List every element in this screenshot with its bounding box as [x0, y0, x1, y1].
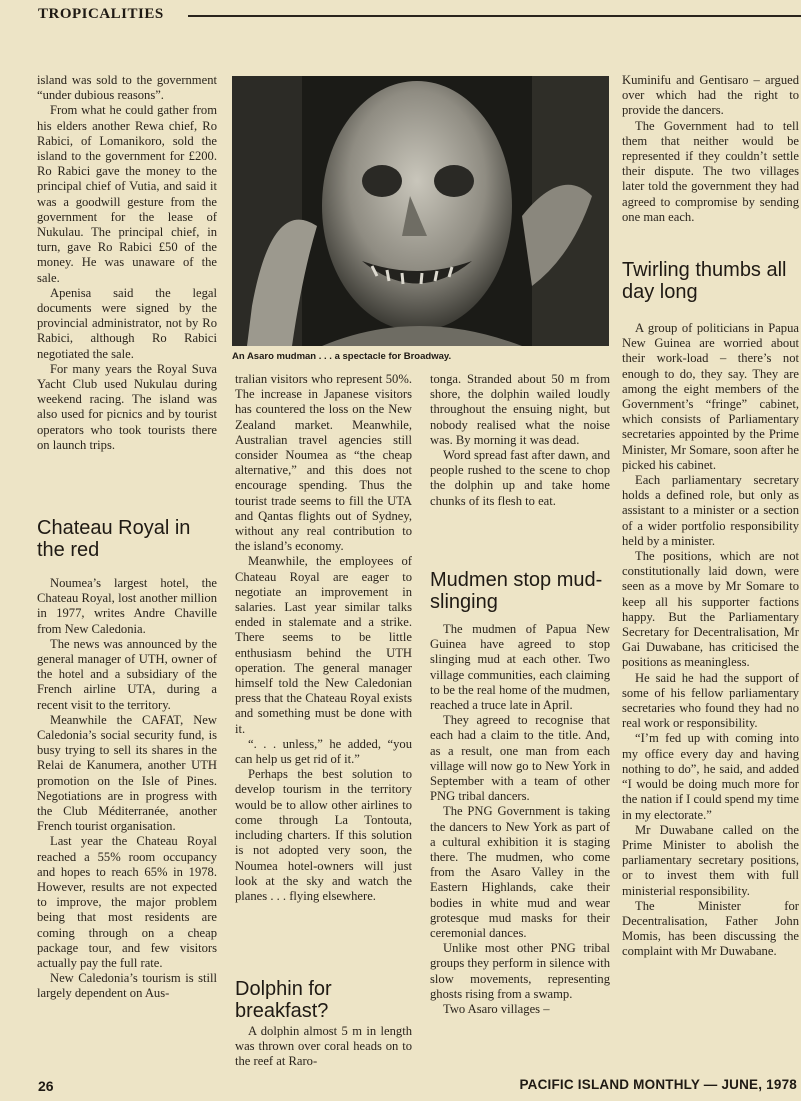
paragraph: Each parliamentary secretary holds a defined role, but only as assistant to a minister or a section of a wider portfolio responsibility held by a minister. [622, 473, 799, 548]
magazine-footer: PACIFIC ISLAND MONTHLY — JUNE, 1978 [519, 1077, 797, 1092]
photo-caption: An Asaro mudman . . . a spectacle for Broadway. [232, 351, 452, 362]
column-4-top [622, 73, 799, 225]
paragraph: Meanwhile the CAFAT, New Caledonia’s social security fund, is busy trying to sell its shares in the Relai de Kanumera, another UTH promotion on the Isle of Pines. Negotiations are in progress with the Club Méditerranée, another French tourist organisation. [37, 712, 217, 834]
paragraph: Noumea’s largest hotel, the Chateau Royal, lost another million in 1977, writes Andre Chaville from New Caledonia. [37, 576, 217, 636]
paragraph: Meanwhile, the employees of Chateau Royal are eager to negotiate an improvement in salaries. Last year similar talks ended in stalemate and a strike. There seems to be little enthusiasm behind the UTH operation. The general manager himself told the New Caledonian press that the Chateau Royal exists and something must be done with it. [235, 554, 412, 736]
column-2-bottom [235, 1024, 412, 1070]
asaro-mudman-photo [232, 76, 609, 346]
page-header [38, 6, 801, 28]
page-number: 26 [38, 1078, 54, 1094]
paragraph: Perhaps the best solution to develop tourism in the territory would be to allow other airlines to come through La Tontouta, including charters. If this solution is not adopted very soon, the Noumea hotel-owners will just look at the sky and watch the planes . . . flying elsewhere. [235, 767, 412, 903]
paragraph: Two Asaro villages – [443, 1002, 550, 1017]
column-4-bottom [622, 321, 799, 960]
headline-chateau-royal [37, 517, 217, 561]
paragraph: A dolphin almost 5 m in length was thrown over coral heads on to the reef at Raro- [235, 1024, 412, 1069]
headline: Twirling thumbs all day long [622, 259, 787, 303]
headline-dolphin [235, 978, 415, 1022]
section-title: TROPICALITIES [38, 6, 164, 22]
column-1-bottom [37, 576, 217, 1002]
headline: Dolphin for breakfast? [235, 978, 332, 1022]
paragraph: New Caledonia’s tourism is still largely dependent on Aus- [37, 971, 217, 1001]
paragraph: Mr Duwabane called on the Prime Minister to abolish the parliamentary secretary positions, or to invest them with full ministerial responsibility. [622, 822, 799, 898]
paragraph: Apenisa said the legal documents were signed by the provincial administrator, not by Ro Rabici, although Ro Rabici negotiated the sale. [37, 285, 217, 361]
paragraph: The positions, which are not constitutionally laid down, were seen as a move by Mr Somare to keep all his supporter factions happy. But the Parliamentary Secretary for Decentralisation, Mr Gai Duwabane, has criticised the positions as meaningless. [622, 549, 799, 670]
paragraph: The news was announced by the general manager of UTH, owner of the hotel and a subsidiary of the French airline UTA, during a recent visit to the territory. [37, 636, 217, 712]
column-1-top [37, 73, 217, 453]
column-3-top [430, 372, 610, 509]
paragraph: The mudmen of Papua New Guinea have agreed to stop slinging mud at each other. Two village communities, each claiming to be the real home of the mudmen, reached a truce late in April. [430, 622, 610, 713]
headline: Mudmen stop mud-slinging [430, 569, 603, 613]
paragraph: Word spread fast after dawn, and people rushed to the scene to chop the dolphin up and take home chunks of its flesh to eat. [430, 448, 610, 508]
header-rule [188, 15, 801, 17]
paragraph: For many years the Royal Suva Yacht Club used Nukulau during weekend racing. The island was also used for picnics and by tourist operators who took tourists there on launch trips. [37, 361, 217, 452]
paragraph: The Government had to tell them that neither would be represented if they couldn’t settle their dispute. The two villages later told the government they had agreed to compromise by sending one man each. [622, 118, 799, 224]
paragraph: They agreed to recognise that each had a claim to the title. And, as a result, one man from each village will now go to New York in September with a team of other PNG tribal dancers. [430, 713, 610, 804]
paragraph: He said he had the support of some of his fellow parliamentary secretaries who found they had no real work or responsibility. [622, 670, 799, 731]
column-2 [235, 372, 412, 904]
column-3-bottom [430, 622, 610, 1017]
paragraph: tonga. Stranded about 50 m from shore, the dolphin wailed loudly throughout the ensuing night, but nobody realised what the noise was. By morning it was dead. [430, 372, 610, 447]
paragraph: A group of politicians in Papua New Guinea are worried about their work-load – there’s not enough to do, they say. They are among the eight members of the Government’s “fringe” cabinet, which consists of Parliamentary secretaries appointed by the Prime Minister, Mr Somare, soon after he picked his cabinet. [622, 321, 799, 472]
paragraph: island was sold to the government “under dubious reasons”. [37, 73, 217, 103]
paragraph: Kuminifu and Gentisaro – argued over which had the right to provide the dancers. [622, 73, 799, 118]
headline-mudmen [430, 569, 610, 613]
paragraph: tralian visitors who represent 50%. The increase in Japanese visitors has countered the loss on the New Zealand market. Meanwhile, Australian travel agencies still consider Noumea as “the cheap alternative,” and this does not encourage spending. Thus the tourist trade seems to fill the UTA and Qantas flights out of Sydney, without any real contribution to the island’s economy. [235, 372, 412, 554]
paragraph: Unlike most other PNG tribal groups they perform in silence with slow movements, representing ghosts rising from a swamp. [430, 941, 610, 1001]
headline-twirling-thumbs [622, 259, 799, 303]
paragraph: The PNG Government is taking the dancers to New York as part of a cultural exhibition it is staging there. The mudmen, who come from the Asaro Valley in the Eastern Highlands, cake their bodies in white mud and wear grotesque mud masks for their ceremonial dances. [430, 804, 610, 941]
paragraph: Last year the Chateau Royal reached a 55% room occupancy and hopes to reach 65% in 1978. However, results are not expected to improve, the major problem being that most residents are coming through on a cheap package tour, and few visitors actually pay the full rate. [37, 834, 217, 971]
paragraph: “. . . unless,” he added, “you can help us get rid of it.” [235, 736, 412, 767]
paragraph: The Minister for Decentralisation, Father John Momis, has been discussing the complaint with Mr Duwabane. [622, 898, 799, 959]
paragraph: From what he could gather from his elders another Rewa chief, Ro Rabici, of Lomanikoro, sold the island to the government for £200. Ro Rabici gave the money to the principal chief of Vutia, and said it was a goodwill gesture from the government for the lease of Nukulau. The principal chief, in turn, gave Ro Rabici £50 of the money. He was unaware of the sale. [37, 103, 217, 285]
headline: Chateau Royal in the red [37, 517, 191, 561]
paragraph: “I’m fed up with coming into my office every day and having nothing to do”, he said, and added “I would be doing much more for the nation if I could spend my time in my electorate.” [622, 731, 799, 822]
